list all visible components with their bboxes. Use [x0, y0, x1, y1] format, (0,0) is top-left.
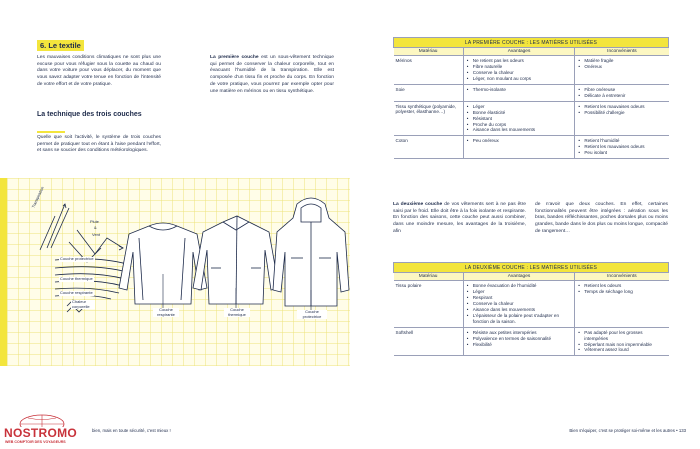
second-layer-table	[393, 262, 669, 356]
material-cell: Tissu polaire	[394, 281, 464, 327]
list-item: • Pas adapté pour les grosses intempéries	[577, 330, 666, 342]
table1-header-material: Matériau	[394, 48, 464, 56]
technique-paragraph: Quelle que soit l'activité, le système de trois couches permet de pratiquer tout en étant à l'aise pendant l'effort, et sans se soucier des conditions météorologiques.	[37, 135, 161, 154]
list-item: • Bonne élasticité	[466, 110, 573, 116]
list-item: • Polyvalence en termes de saisonnalité	[466, 336, 573, 342]
list-item: • Résistant	[466, 116, 573, 122]
second-layer-paragraph-a	[393, 202, 526, 236]
label-rain: Pluie	[90, 219, 99, 224]
list-item: • Fibre onéreuse	[577, 87, 666, 93]
list-item: • Déperlant mais non imperméable	[577, 342, 666, 348]
label-breathable-layer: Couche respirante	[60, 290, 93, 295]
label-garment-breathable: Couche respirante	[153, 308, 179, 317]
first-layer-strong: La première couche	[210, 55, 259, 60]
three-layers-illustration	[7, 178, 350, 366]
table-row	[394, 85, 669, 102]
list-item: • Retient les odeurs	[577, 283, 666, 289]
list-item: • Léger	[466, 289, 573, 295]
list-item: • Onéreux	[577, 64, 666, 70]
list-item: • Respirant	[466, 295, 573, 301]
list-item: • Flexibilité	[466, 342, 573, 348]
logo-subtitle: WEB COMPTOIR DES VOYAGEURS	[5, 440, 66, 444]
subheading-three-layers: La technique des trois couches	[37, 111, 142, 118]
list-item: • Léger	[466, 104, 573, 110]
label-body-heat: Chaleur corporelle	[71, 300, 95, 309]
first-layer-table	[393, 37, 669, 159]
list-item: • Retient les mauvaises odeurs	[577, 104, 666, 110]
list-item: • Aisance dans les mouvements	[466, 127, 573, 133]
label-garment-protective: Couche protectrice	[297, 310, 327, 319]
table-row	[394, 281, 669, 327]
table2-title: LA DEUXIÈME COUCHE : LES MATIÈRES UTILISÉES	[394, 263, 669, 273]
intro-paragraph: Les mauvaises conditions climatiques ne sont plus une excuse pour vous réfugier sous la couette au chaud ou dans votre voiture pour vous déplacer, du moment que vous savez adapter votre tenue en fonction de l'intensité de votre effort et de votre pratique.	[37, 55, 161, 87]
list-item: • Délicate à entretenir	[577, 93, 666, 99]
yellow-side-band	[0, 178, 7, 366]
material-cell: Mérinos	[394, 56, 464, 85]
first-layer-text: est un sous-vêtement technique qui permet de conserver la chaleur corporelle, tout en évacuant l'humidité de la transpiration. Elle est composée d'un tissu fin et proche du corps. En fonction de votre pratique, vous pourrez par exemple opter pour une matière en mérinos ou en tissu synthétique.	[210, 55, 334, 94]
material-cell: Tissu synthétique (polyamide, polyester, élasthanne…)	[394, 101, 464, 136]
second-layer-strong: La deuxième couche	[393, 202, 443, 207]
list-item: • Conserve la chaleur	[466, 301, 573, 307]
label-and: &	[94, 225, 97, 230]
table-row	[394, 56, 669, 85]
list-item: • Thermo-isolante	[466, 87, 573, 93]
list-item: • Retient l'humidité	[577, 138, 666, 144]
section-title: 6. Le textile	[37, 40, 84, 51]
material-cell: Softshell	[394, 327, 464, 356]
footer-right: Bien s'équiper, c'est se protéger soi-même et les autres • 133	[569, 428, 686, 433]
list-item: • Matière fragile	[577, 58, 666, 64]
first-layer-paragraph	[210, 55, 334, 95]
label-garment-thermal: Couche thermique	[224, 308, 250, 317]
list-item: • Possibilité d'allergie	[577, 110, 666, 116]
list-item: • Temps de séchage long	[577, 289, 666, 295]
label-transpiration: Transpiration	[30, 185, 45, 209]
table2-header-material: Matériau	[394, 273, 464, 281]
label-protective-layer: Couche protectrice	[60, 256, 94, 261]
list-item: • Conserve la chaleur	[466, 70, 573, 76]
table1-title: LA PREMIÈRE COUCHE : LES MATIÈRES UTILISÉES	[394, 38, 669, 48]
list-item: • Léger, non moulant au corps	[466, 76, 573, 82]
label-thermal-layer: Couche thermique	[60, 276, 93, 281]
list-item: • Peu isolant	[577, 150, 666, 156]
footer-left: bien, mais en toute sécurité, c'est mieux !	[92, 428, 171, 433]
material-cell: Soie	[394, 85, 464, 102]
list-item: • Aisance dans les mouvements	[466, 307, 573, 313]
table2-header-cons: Inconvénients	[575, 273, 669, 281]
second-layer-paragraph-b: de n'avoir que deux couches. En effet, certaines fonctionnalités peuvent être intégrées : aération sous les bras, bandes réfléchissantes, poches dorsales plus ou moins grandes, bande dans le dos plus ou moins longue, compacité de rangement…	[535, 202, 668, 234]
list-item: • Peu onéreux	[466, 138, 573, 144]
material-cell: Coton	[394, 136, 464, 159]
logo-wordmark: NOSTROMO	[4, 426, 78, 440]
list-item: • Résiste aux petites intempéries	[466, 330, 573, 336]
list-item: • Proche du corps	[466, 122, 573, 128]
globe-icon	[2, 413, 88, 427]
table-row	[394, 327, 669, 356]
table1-header-cons: Inconvénients	[575, 48, 669, 56]
subheading-underline	[37, 131, 65, 133]
list-item: • Vêtement assez lourd	[577, 347, 666, 353]
label-wind: Vent	[92, 232, 101, 237]
table1-header-pros: Avantages	[463, 48, 575, 56]
list-item: • Retient les mauvaises odeurs	[577, 144, 666, 150]
table-row	[394, 101, 669, 136]
nostromo-logo	[2, 413, 88, 447]
second-layer-text-a: de vos vêtements sert à ne pas être saisi par le froid. Elle doit être à la fois isolante et respirante. En fonction des saisons, cette couche peut aussi combiner, dans une moindre mesure, les avantages de la troisième, afin	[393, 202, 526, 234]
table2-header-pros: Avantages	[463, 273, 575, 281]
list-item: • L'épaisseur de la polaire peut s'adapter en fonction de la saison.	[466, 313, 573, 325]
list-item: • Bonne évacuation de l'humidité	[466, 283, 573, 289]
layers-drawing	[7, 178, 350, 366]
list-item: • Ne retient pas les odeurs	[466, 58, 573, 64]
table-row	[394, 136, 669, 159]
list-item: • Fibre naturelle	[466, 64, 573, 70]
